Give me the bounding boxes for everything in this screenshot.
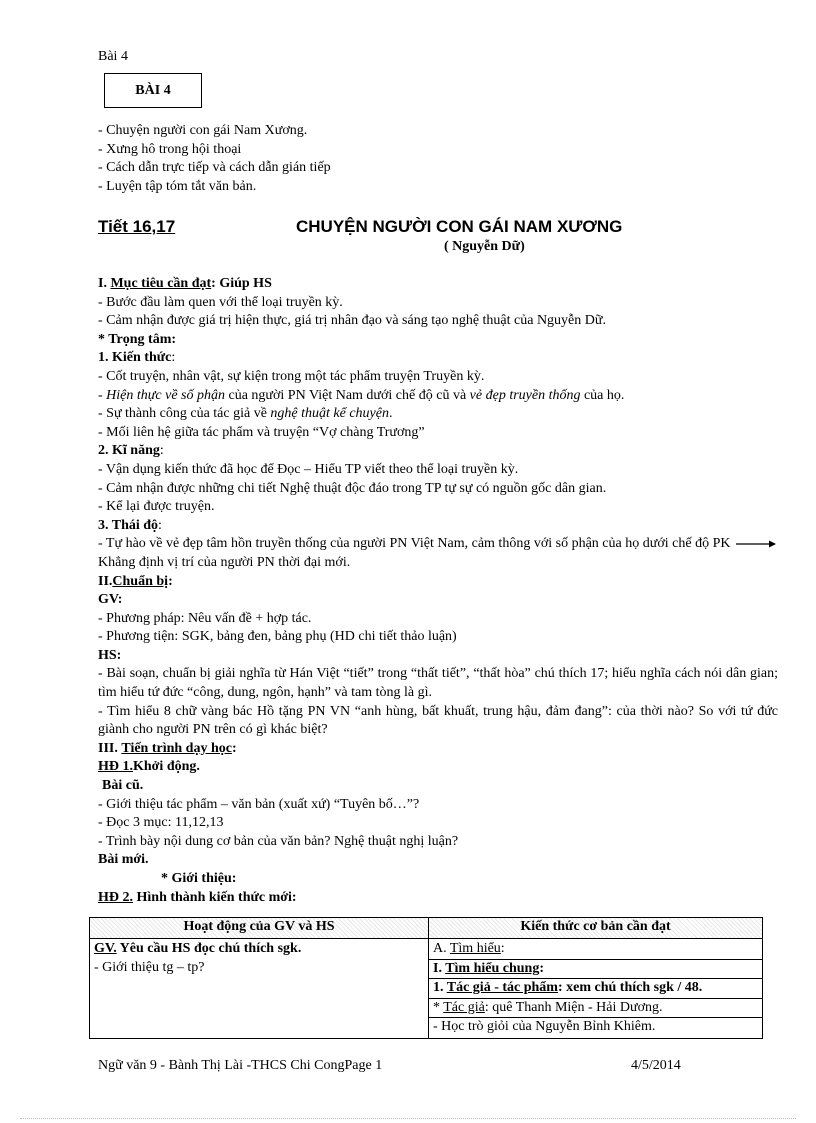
footer-left: Ngữ văn 9 - Bành Thị Lài -THCS Chi CongPage 1 [98, 1058, 383, 1073]
student-item: - Tìm hiểu 8 chữ vàng bác Hồ tặng PN VN “anh hùng, bất khuất, trung hậu, đảm đang”: của thời nào? So với tứ đức giành cho người PN trên có gì khác biệt? [98, 703, 778, 738]
attitude-item: - Tự hào về vẻ đẹp tâm hồn truyền thống của người PN Việt Nam, cảm thông với số phận của họ dưới chế độ PK Khẳng định vị trí của người PN thời đại mới. [98, 535, 778, 572]
intro-item: - Xưng hô trong hội thoại [98, 141, 242, 157]
intro-item: - Cách dẫn trực tiếp và cách dẫn gián tiếp [98, 160, 331, 175]
knowledge-heading: 1. Kiến thức: [98, 350, 176, 366]
author-label: ( Nguyễn Dữ) [444, 239, 525, 254]
lesson-title-box: BÀI 4 [104, 73, 202, 108]
page-bottom-rule [20, 1118, 796, 1119]
lesson-body [98, 275, 778, 907]
skills-item: - Vận dụng kiến thức đã học để Đọc – Hiểu TP viết theo thể loại truyền kỳ. [98, 461, 519, 477]
attitude-heading: 3. Thái độ: [98, 517, 162, 533]
section-3-heading: III. Tiến trình dạy học: [98, 740, 237, 756]
table-header-knowledge: Kiến thức cơ bản cần đạt [429, 918, 763, 939]
teacher-label: GV: [98, 592, 123, 608]
table-cell-knowledge [429, 939, 763, 1039]
table-header-row [90, 918, 763, 939]
knowledge-student: - Học trò giỏi của Nguyễn Bỉnh Khiêm. [429, 1017, 762, 1037]
knowledge-item: - Hiện thực về số phận của người PN Việt Nam dưới chế độ cũ và vẻ đẹp truyền thống của họ. [98, 387, 625, 403]
skills-heading: 2. Kĩ năng: [98, 443, 164, 459]
knowledge-author: * Tác giả: quê Thanh Miện - Hải Dương. [429, 998, 762, 1018]
page-title: CHUYỆN NGƯỜI CON GÁI NAM XƯƠNG [296, 217, 623, 236]
skills-item: - Kể lại được truyện. [98, 499, 215, 515]
table-cell-activities [90, 939, 429, 1039]
intro-item: - Luyện tập tóm tắt văn bản. [98, 178, 257, 194]
skills-item: - Cảm nhận được những chi tiết Nghệ thuật độc đáo trong TP tự sự có nguồn gốc dân gian. [98, 480, 607, 496]
section-1-roman: I. [98, 276, 107, 291]
footer-date: 4/5/2014 [631, 1058, 681, 1073]
teacher-item: - Phương pháp: Nêu vấn đề + hợp tác. [98, 610, 312, 626]
knowledge-a: A. Tìm hiểu: [433, 941, 505, 956]
knowledge-item: - Mối liên hệ giữa tác phẩm và truyện “Vợ chàng Trương” [98, 424, 425, 440]
section-2-heading: II.Chuẩn bị: [98, 573, 173, 589]
table-row [90, 939, 763, 1039]
period-label: Tiết 16,17 [98, 217, 176, 236]
intro-item: - Chuyện người con gái Nam Xương. [98, 123, 308, 138]
lesson-plan-table [89, 917, 763, 1039]
introduction-heading: * Giới thiệu: [161, 871, 237, 886]
knowledge-1: 1. Tác giả - tác phẩm: xem chú thích sgk / 48. [429, 978, 762, 998]
objective-item: - Bước đầu làm quen với thể loại truyền kỳ. [98, 294, 343, 310]
teacher-question: - Giới thiệu tg – tp? [94, 959, 205, 975]
new-lesson-heading: Bài mới. [98, 852, 149, 868]
knowledge-item: - Cốt truyện, nhân vật, sự kiện trong một tác phẩm truyện Truyền kỳ. [98, 368, 485, 384]
objective-item: - Cảm nhận được giá trị hiện thực, giá trị nhân đạo và sáng tạo nghệ thuật của Nguyễn Dữ. [98, 313, 606, 329]
student-label: HS: [98, 647, 122, 663]
arrow-right-icon [736, 540, 776, 548]
focus-heading: * Trọng tâm: [98, 331, 177, 347]
knowledge-item: - Sự thành công của tác giả về nghệ thuật kể chuyện. [98, 406, 393, 422]
teacher-item: - Phương tiện: SGK, bảng đen, bảng phụ (HD chi tiết thảo luận) [98, 629, 457, 645]
old-lesson-item: - Trình bày nội dung cơ bản của văn bản? Nghệ thuật nghị luận? [98, 833, 459, 849]
activity-1-heading: HĐ 1.Khởi động. [98, 759, 200, 775]
header-lesson-label: Bài 4 [98, 49, 128, 64]
section-1-suffix: : Giúp HS [211, 276, 272, 291]
old-lesson-heading: Bài cũ. [102, 778, 144, 794]
section-1-heading [98, 275, 778, 294]
teacher-instruction: GV. Yêu cầu HS đọc chú thích sgk. [94, 941, 302, 956]
old-lesson-item: - Đọc 3 mục: 11,12,13 [98, 815, 224, 831]
activity-2-heading: HĐ 2. Hình thành kiến thức mới: [98, 889, 297, 905]
old-lesson-item: - Giới thiệu tác phẩm – văn bản (xuất xứ) “Tuyên bố…”? [98, 796, 420, 812]
table-header-activities: Hoạt động của GV và HS [90, 918, 429, 939]
intro-list [98, 122, 331, 196]
knowledge-i: I. Tìm hiểu chung: [429, 959, 762, 979]
section-1-title: Mục tiêu cần đạt [110, 276, 212, 291]
student-item: - Bài soạn, chuẩn bị giải nghĩa từ Hán Việt “tiết” trong “thất tiết”, “thất hòa” chú thích 17; hiểu nghĩa cách nói dân gian; tìm hiểu tứ đức “công, dung, ngôn, hạnh” và tam tòng là gì. [98, 666, 778, 701]
